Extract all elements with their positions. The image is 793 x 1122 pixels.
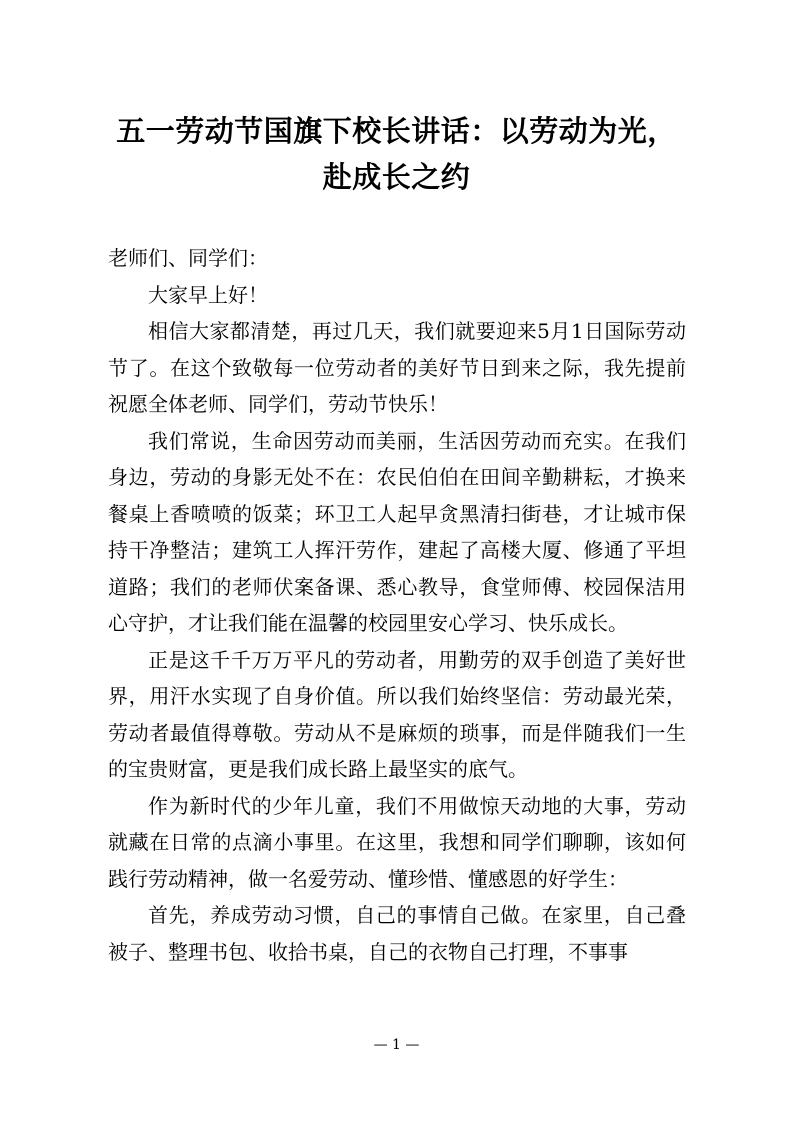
paragraph-first-habit: 首先，养成劳动习惯，自己的事情自己做。在家里，自己叠被子、整理书包、收拾书桌，自己的衣物自己打理，不事事: [108, 903, 686, 964]
greeting: 老师们、同学们：: [108, 246, 268, 270]
paragraph-practice-labor: 作为新时代的少年儿童，我们不用做惊天动地的大事，劳动就藏在日常的点滴小事里。在这里，我想和同学们聊聊，该如何践行劳动精神，做一名爱劳动、懂珍惜、懂感恩的好学生：: [108, 793, 686, 891]
page-number: — 1 —: [373, 1037, 420, 1053]
document-body: [108, 240, 686, 970]
document-title: [100, 108, 693, 200]
paragraph-holiday-wishes: 相信大家都清楚，再过几天，我们就要迎来5月1日国际劳动节了。在这个致敬每一位劳动者的美好节日到来之际，我先提前祝愿全体老师、同学们，劳动节快乐！: [108, 319, 686, 416]
title-line-1: 五一劳动节国旗下校长讲话：以劳动为光，: [116, 114, 677, 148]
title-line-2: 赴成长之约: [322, 160, 471, 194]
paragraph-labor-everywhere: 我们常说，生命因劳动而美丽，生活因劳动而充实。在我们身边，劳动的身影无处不在：农民伯伯在田间辛勤耕耘，才换来餐桌上香喷喷的饭菜；环卫工人起早贪黑清扫街巷，才让城市保持干净整洁；建筑工人挥汗劳作，建起了高楼大厦、修通了平坦道路；我们的老师伏案备课、悉心教导，食堂师傅、校园保洁用心守护，才让我们能在温馨的校园里安心学习、快乐成长。: [108, 428, 686, 635]
paragraph-morning-greeting: 大家早上好！: [148, 282, 268, 307]
paragraph-labor-glory: 正是这千千万万平凡的劳动者，用勤劳的双手创造了美好世界，用汗水实现了自身价值。所以我们始终坚信：劳动最光荣，劳动者最值得尊敬。劳动从不是麻烦的琐事，而是伴随我们一生的宝贵财富，更是我们成长路上最坚实的底气。: [108, 647, 686, 781]
